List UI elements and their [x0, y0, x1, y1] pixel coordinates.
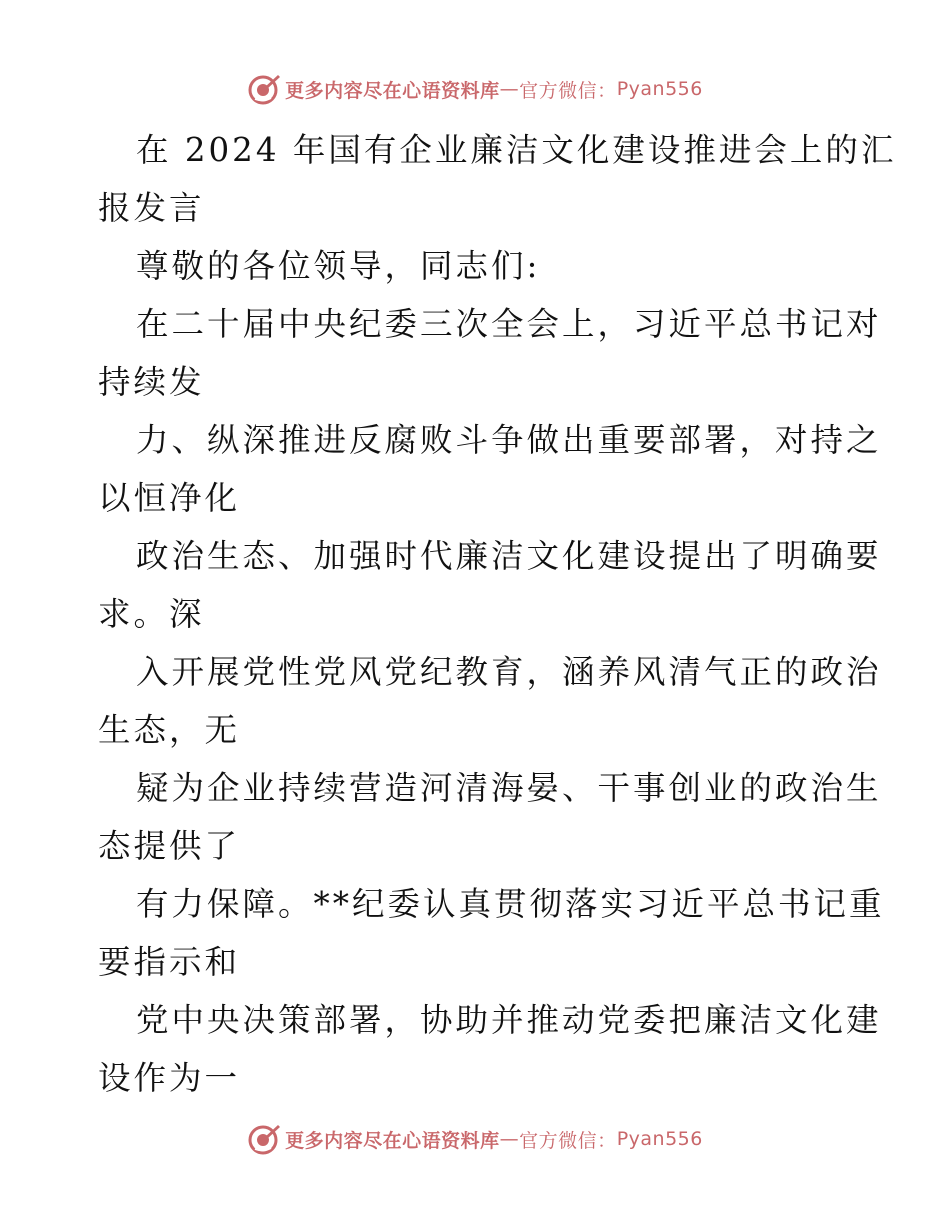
- footer-watermark-banner: [0, 1122, 950, 1156]
- banner-text: 更多内容尽在心语资料库: [285, 1129, 500, 1152]
- doc-line: 持续发: [98, 363, 205, 401]
- doc-line: 生态，无: [98, 711, 241, 749]
- doc-line: 政治生态、加强时代廉洁文化建设提出了明确要: [136, 537, 882, 575]
- banner-wechat-id: Pyan556: [616, 1128, 703, 1150]
- doc-line: 入开展党性党风党纪教育，涵养风清气正的政治: [136, 653, 882, 691]
- doc-line: 设作为一: [98, 1059, 241, 1097]
- banner-wechat-label: 官方微信：: [519, 79, 617, 102]
- doc-line: 在二十届中央纪委三次全会上，习近平总书记对: [136, 305, 882, 343]
- doc-line: 在 2024 年国有企业廉洁文化建设推进会上的汇: [136, 131, 897, 169]
- doc-line: 要指示和: [98, 943, 241, 981]
- doc-line: 疑为企业持续营造河清海晏、干事创业的政治生: [136, 769, 882, 807]
- document-body: [98, 121, 897, 1107]
- banner-text: 更多内容尽在心语资料库: [285, 79, 500, 102]
- doc-line: 党中央决策部署，协助并推动党委把廉洁文化建: [136, 1001, 882, 1039]
- banner-wechat-id: Pyan556: [616, 78, 703, 100]
- banner-separator: —: [499, 1128, 520, 1150]
- doc-line: 有力保障。**纪委认真贯彻落实习近平总书记重: [136, 885, 885, 923]
- doc-line: 尊敬的各位领导，同志们:: [136, 247, 541, 285]
- doc-line: 以恒净化: [98, 479, 241, 517]
- doc-line: 报发言: [98, 189, 205, 227]
- banner-separator: —: [499, 78, 520, 100]
- banner-wechat-label: 官方微信：: [519, 1129, 617, 1152]
- doc-line: 力、纵深推进反腐败斗争做出重要部署，对持之: [136, 421, 882, 459]
- pen-logo-icon: [247, 1122, 281, 1156]
- header-watermark-banner: [0, 72, 950, 106]
- pen-logo-icon: [247, 72, 281, 106]
- doc-line: 求。深: [98, 595, 205, 633]
- doc-line: 态提供了: [98, 827, 241, 865]
